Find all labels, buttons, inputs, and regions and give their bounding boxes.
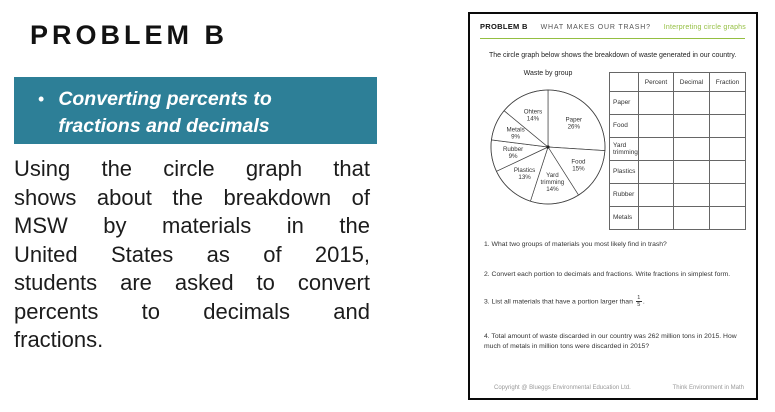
pie-slice-label: Food 15% xyxy=(571,158,586,173)
table-cell-empty xyxy=(674,138,710,161)
worksheet-header xyxy=(480,22,746,31)
bullet-text: Converting percents to fractions and decimals xyxy=(58,88,272,137)
row-label: Rubber xyxy=(610,184,639,207)
table-header-cell xyxy=(610,73,639,92)
footer-brand-text: Think Environment in Math xyxy=(672,385,744,391)
question-3 xyxy=(484,295,744,309)
table-cell-empty xyxy=(674,161,710,184)
highlight-bullet-box xyxy=(14,77,377,144)
question-1: 1. What two groups of materials you most likely find in trash? xyxy=(484,241,667,248)
question-4: 4. Total amount of waste discarded in our country was 262 million tons in 2015. How much of metals in million tons were discarded in 2015? xyxy=(484,333,737,350)
table-cell-empty xyxy=(639,184,674,207)
fraction-numerator: 1 xyxy=(637,295,641,301)
table-cell-empty xyxy=(674,115,710,138)
table-cell-empty xyxy=(710,92,746,115)
table-cell-empty xyxy=(674,207,710,230)
worksheet-intro-text: The circle graph below shows the breakdown of waste generated in our country. xyxy=(489,52,737,59)
table-cell-empty xyxy=(710,138,746,161)
pie-slice-label: Plastics 13% xyxy=(513,167,536,181)
row-label: Food xyxy=(610,115,639,138)
table-row xyxy=(610,184,746,207)
row-label: Plastics xyxy=(610,161,639,184)
worksheet-page xyxy=(468,12,758,400)
fraction-one-fifth xyxy=(636,295,642,309)
table-cell-empty xyxy=(710,207,746,230)
worksheet-problem-label: PROBLEM B xyxy=(480,22,528,31)
body-line: fractions. xyxy=(14,327,104,352)
body-line: United States as of 2015, xyxy=(14,241,370,267)
pie-slice-label: Metals 9% xyxy=(506,126,525,141)
question-3-text: 3. List all materials that have a portion larger than xyxy=(484,298,633,306)
body-line: shows about the breakdown of xyxy=(14,184,370,210)
row-label: Yard trimming xyxy=(610,138,639,161)
body-line: MSW by materials in the xyxy=(14,213,370,238)
page-title: PROBLEM B xyxy=(30,20,228,50)
table-row xyxy=(610,115,746,138)
table-header-row xyxy=(610,73,746,92)
body-line: students are asked to convert xyxy=(14,270,370,295)
pie-chart xyxy=(476,86,620,210)
question-3-period: . xyxy=(642,298,645,306)
question-2: 2. Convert each portion to decimals and fractions. Write fractions in simplest form. xyxy=(484,271,731,278)
table-cell-empty xyxy=(639,92,674,115)
worksheet-footer xyxy=(494,385,744,391)
copyright-text: Copyright @ Blueggs Environmental Education Ltd. xyxy=(494,385,631,391)
table-row xyxy=(610,207,746,230)
table-cell-empty xyxy=(710,115,746,138)
table-cell-empty xyxy=(639,161,674,184)
worksheet-title: WHAT MAKES OUR TRASH? xyxy=(540,24,651,31)
table-cell-empty xyxy=(674,184,710,207)
table-cell-empty xyxy=(639,115,674,138)
table-cell-empty xyxy=(639,138,674,161)
pie-slice-label: Rubber 9% xyxy=(502,146,524,160)
table-row xyxy=(610,92,746,115)
conversion-table-body xyxy=(610,73,746,230)
body-paragraph xyxy=(14,155,370,355)
worksheet-topic-label: Interpreting circle graphs xyxy=(663,24,746,31)
table-cell-empty xyxy=(710,184,746,207)
table-row xyxy=(610,138,746,161)
table-cell-empty xyxy=(674,92,710,115)
pie-slice-label: Paper 26% xyxy=(565,116,583,131)
pie-slice-label: Ohters 14% xyxy=(523,108,543,123)
table-row xyxy=(610,161,746,184)
table-cell-empty xyxy=(639,207,674,230)
table-header-cell: Decimal xyxy=(674,73,710,92)
bullet-icon: • xyxy=(38,89,45,109)
table-header-cell: Fraction xyxy=(710,73,746,92)
fraction-denominator: 5 xyxy=(637,302,641,309)
row-label: Paper xyxy=(610,92,639,115)
header-divider xyxy=(480,38,745,39)
table-header-cell: Percent xyxy=(639,73,674,92)
body-line: percents to decimals and xyxy=(14,298,370,324)
pie-chart-title: Waste by group xyxy=(523,70,573,77)
conversion-table xyxy=(609,72,746,230)
row-label: Metals xyxy=(610,207,639,230)
table-cell-empty xyxy=(710,161,746,184)
pie-center-dot xyxy=(546,145,549,148)
pie-slice-label: Yard trimming 14% xyxy=(540,172,565,194)
body-line: Using the circle graph that xyxy=(14,156,370,181)
